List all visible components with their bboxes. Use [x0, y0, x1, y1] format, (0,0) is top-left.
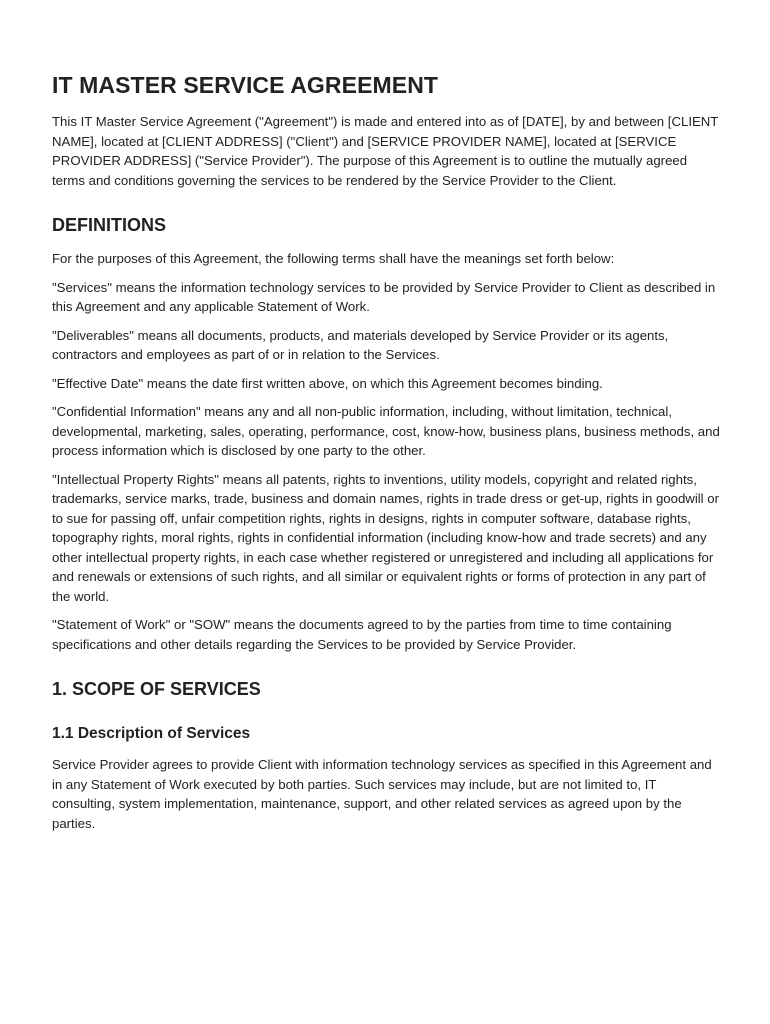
document-title: IT MASTER SERVICE AGREEMENT — [52, 72, 439, 98]
definition-confidential-information: "Confidential Information" means any and all non-public information, including, without limitation, technical, developmental, marketing, sales, operating, performance, cost, know-how, business plans, business methods, and process information which is disclosed by one party to the other. — [52, 404, 720, 458]
scope-heading: 1. SCOPE OF SERVICES — [52, 679, 261, 699]
definition-intellectual-property-rights: "Intellectual Property Rights" means all patents, rights to inventions, utility models, copyright and related rights, trademarks, service marks, trade, business and domain names, rights in trade dress or get-up, rights in goodwill or to sue for passing off, unfair competition rights, rights in designs, rights in computer software, database rights, topography rights, moral rights, rights in confidential information (including know-how and trade secrets) and any other intellectual property rights, in each case whether registered or unregistered and including all applications for and renewals or extensions of such rights, and all similar or equivalent rights or forms of protection in any part of the world. — [52, 471, 719, 604]
definitions-lead: For the purposes of this Agreement, the following terms shall have the meanings set forth below: — [52, 251, 615, 266]
document-page — [52, 70, 722, 842]
definition-services: "Services" means the information technology services to be provided by Service Provider to Client as described in this Agreement and any applicable Statement of Work. — [52, 279, 716, 314]
scope-description-paragraph: Service Provider agrees to provide Client with information technology services as specified in this Agreement and in any Statement of Work executed by both parties. Such services may include, but are not limited to, IT consulting, system implementation, maintenance, support, and other related services as agreed upon by the parties. — [52, 757, 712, 831]
intro-paragraph: This IT Master Service Agreement ("Agreement") is made and entered into as of [DATE], by and between [CLIENT NAME], located at [CLIENT ADDRESS] ("Client") and [SERVICE PROVIDER NAME], located at [SERVICE PROVIDER ADDRESS] ("Service Provider"). The purpose of this Agreement is to outline the mutually agreed terms and conditions governing the services to be rendered by the Service Provider to the Client. — [52, 114, 719, 188]
scope-subheading: 1.1 Description of Services — [52, 725, 251, 742]
definition-deliverables: "Deliverables" means all documents, products, and materials developed by Service Provider or its agents, contractors and employees as part of or in relation to the Services. — [52, 327, 669, 362]
definition-statement-of-work: "Statement of Work" or "SOW" means the documents agreed to by the parties from time to time containing specifications and other details regarding the Services to be provided by Service Provider. — [52, 617, 672, 652]
definition-effective-date: "Effective Date" means the date first written above, on which this Agreement becomes binding. — [52, 375, 603, 391]
definitions-heading: DEFINITIONS — [52, 215, 167, 235]
